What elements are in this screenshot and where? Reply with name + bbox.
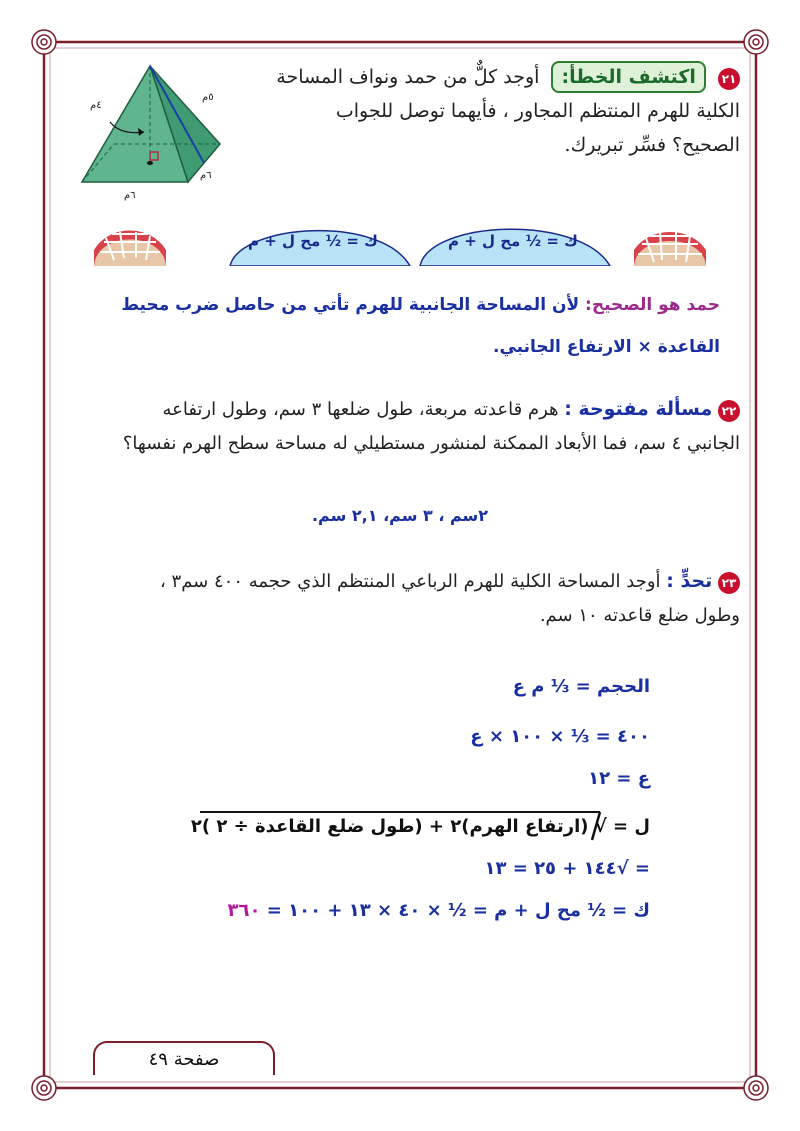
- problem-22-line2: الجانبي ٤ سم، فما الأبعاد الممكنة لمنشور مستطيلي له مساحة سطح الهرم نفسها؟: [122, 433, 740, 454]
- problem-23-head: تحدٍّ :: [666, 570, 713, 592]
- problem-22: [80, 392, 740, 461]
- bubble-left-formula: ك = ½ مح ل + م: [248, 232, 378, 250]
- problem-22-head: مسألة مفتوحة :: [564, 398, 713, 420]
- problem-23-line1: أوجد المساحة الكلية للهرم الرباعي المنتظم الذي حجمه ٤٠٠ سم٣ ،: [159, 571, 667, 592]
- problem-21-tag: اكتشف الخطأ:: [551, 61, 705, 93]
- answer-22: ٢سم ، ٣ سم، ٢,١ سم.: [311, 506, 489, 525]
- problem-number-21: ٢١: [718, 68, 740, 90]
- label-height: ٤م: [90, 100, 102, 111]
- corner-ornament-bl: [32, 1076, 56, 1100]
- corner-ornament-tr: [744, 30, 768, 54]
- problem-21-line2: الكلية للهرم المنتظم المجاور ، فأيهما توصل للجواب: [335, 100, 740, 122]
- answer-21: [80, 284, 720, 368]
- calc-total-result: ٣٦٠: [227, 900, 261, 921]
- label-base-bottom: ٦م: [124, 190, 136, 201]
- calc-slant-formula: ل = √ (ارتفاع الهرم)٢ + (طول ضلع القاعدة ÷ ٢ )٢: [190, 816, 650, 837]
- corner-ornament-br: [744, 1076, 768, 1100]
- student-avatar-left: [94, 231, 166, 267]
- calc-substitute: ٤٠٠ = ⅓ × ١٠٠ × ع: [470, 726, 650, 747]
- answer-21-lead: حمد هو الصحيح:: [585, 295, 720, 315]
- problem-21-line3: الصحيح؟ فسِّر تبريرك.: [564, 134, 740, 156]
- problem-22-line1: هرم قاعدته مربعة، طول ضلعها ٣ سم، وطول ارتفاعه: [162, 399, 565, 420]
- answer-21-rest: لأن المساحة الجانبية للهرم تأتي من حاصل ضرب محيط: [121, 295, 586, 315]
- calc-volume: الحجم = ⅓ م ع: [512, 676, 650, 697]
- problem-21-line1: أوجد كلٌّ من حمد ونواف المساحة: [276, 66, 540, 88]
- bubble-right-formula: ك = ½ مح ل + م: [448, 232, 578, 250]
- problem-21: [240, 60, 740, 162]
- calc-slant-value: = √١٤٤ + ٢٥ = ١٣: [484, 858, 650, 879]
- label-slant: ٥م: [202, 92, 214, 103]
- calc-height: ع = ١٢: [588, 768, 650, 789]
- problem-number-23: ٢٣: [718, 572, 740, 594]
- calc-total-area: [228, 900, 650, 921]
- problem-23-line2: وطول ضلع قاعدته ١٠ سم.: [539, 605, 740, 626]
- pyramid-figure: [70, 62, 240, 202]
- corner-ornament-tl: [32, 30, 56, 54]
- problem-number-22: ٢٢: [718, 400, 740, 422]
- label-base-right: ٦م: [200, 170, 212, 181]
- student-avatar-right: [634, 232, 706, 266]
- student-bubbles: [90, 210, 710, 266]
- page-number-tab: صفحة ٤٩: [93, 1041, 275, 1075]
- problem-23: [80, 564, 740, 633]
- answer-21-line2: القاعدة × الارتفاع الجانبي.: [492, 337, 720, 357]
- calc-total-expression: ك = ½ مح ل + م = ½ × ٤٠ × ١٣ + ١٠٠ =: [260, 900, 650, 921]
